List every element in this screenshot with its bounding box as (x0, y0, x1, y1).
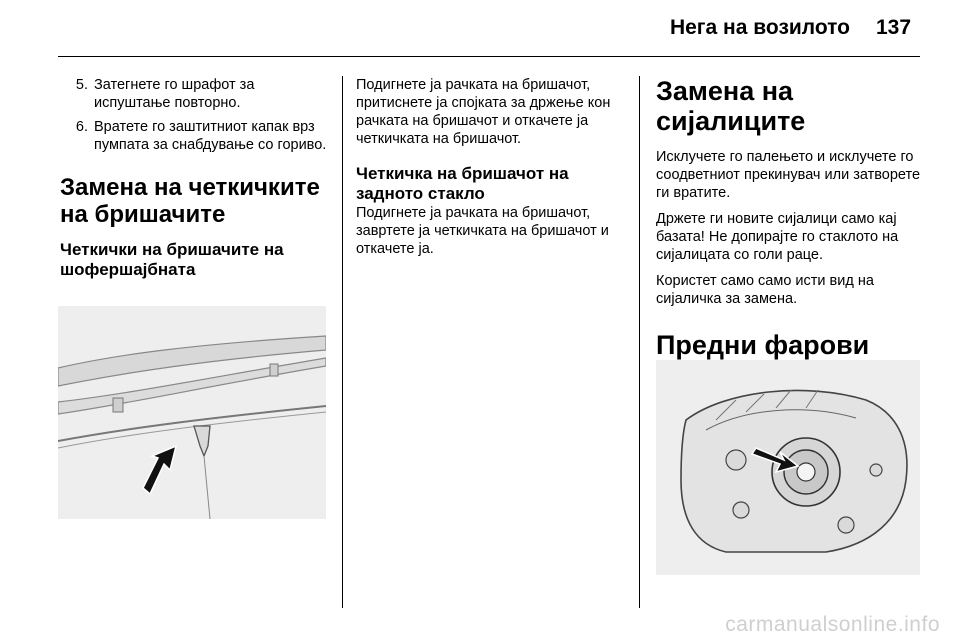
watermark: carmanualsonline.info (725, 613, 940, 636)
wiper-arm-figure (58, 306, 326, 519)
step-6 (60, 118, 330, 154)
column-3 (656, 76, 922, 398)
bulb-instruction-3: Користет само само исти вид на сијаличка за замена. (656, 273, 874, 307)
column-1 (60, 76, 330, 286)
wiper-arm-icon (58, 306, 326, 519)
page-number: 137 (876, 16, 912, 39)
section-heading-headlights: Предни фарови (656, 330, 870, 360)
step-number: 5. (75, 77, 88, 93)
step-5 (60, 76, 330, 112)
header-divider (58, 56, 920, 57)
bulb-instruction-2: Држете ги новите сијалици само кај базата! Не допирајте го стаклото на сијалицата со голи раце. (656, 211, 899, 263)
rear-wiper-removal-text: Подигнете ја рачката на бришачот, завртете ја четкичката на бришачот и откачете ја. (356, 205, 609, 257)
column-divider-2 (639, 76, 640, 608)
column-divider-1 (342, 76, 343, 608)
section-heading-bulb-replacement: Замена на сијалиците (656, 76, 806, 136)
wiper-removal-text: Подигнете ја рачката на бришачот, притиснете ја спојката за држење кон рачката на бришачот и откачете ја четкичката на бришачот. (356, 77, 611, 147)
bulb-instruction-1: Исклучете го палењето и исклучете го соодветниот прекинувач или затворете ги вратите. (656, 149, 921, 201)
page-header-title: Нега на возилото (669, 16, 850, 39)
step-text: Затегнете го шрафот за испуштање повторно. (94, 77, 255, 111)
column-2 (356, 76, 636, 266)
subheading-windscreen-wipers: Четкички на бришачите на шофершајбната (60, 240, 284, 279)
section-heading-wiper-blades: Замена на четкичките на бришачите (60, 174, 320, 228)
headlamp-figure (656, 360, 920, 575)
subheading-rear-wiper: Четкичка на бришачот на задното стакло (356, 164, 569, 203)
step-number: 6. (75, 119, 88, 135)
step-text: Вратете го заштитниот капак врз пумпата за снабдување со гориво. (94, 119, 327, 153)
headlamp-icon (656, 360, 920, 575)
